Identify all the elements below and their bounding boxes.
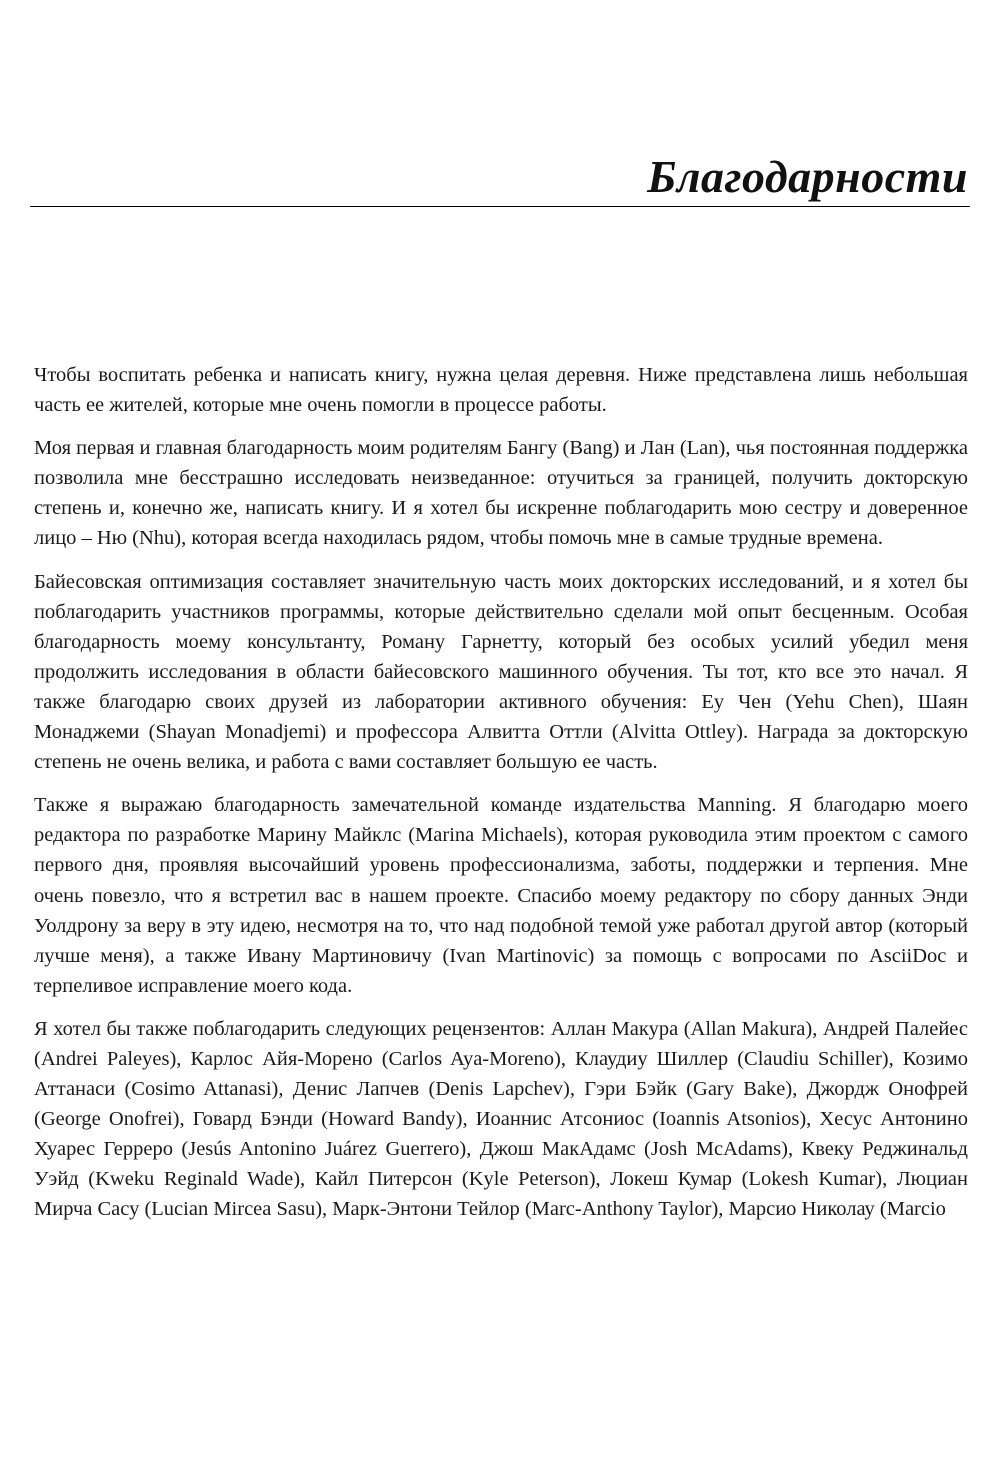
chapter-header bbox=[30, 140, 970, 207]
paragraph-manning-team: Также я выражаю благодарность замечательной команде издательства Manning. Я благодарю моего редактора по разработке Марину Майклс (Marina Michaels), которая руководила этим проектом с самого первого дня, проявляя высочайший уровень профессионализма, заботы, поддержки и терпения. Мне очень повезло, что я встретил вас в нашем проекте. Спасибо моему редактору по сбору данных Энди Уолдрону за веру в эту идею, несмотря на то, что над подобной темой уже работал другой автор (который лучше меня), а также Ивану Мартиновичу (Ivan Martinovic) за помощь с вопросами по AsciiDoc и терпеливое исправление моего кода. bbox=[34, 794, 968, 997]
paragraph-reviewers: Я хотел бы также поблагодарить следующих рецензентов: Аллан Макура (Allan Makura), Андрей Палейес (Andrei Paleyes), Карлос Айя-Морено (Carlos Aya-Moreno), Клаудиу Шиллер (Claudiu Schiller), Козимо Аттанаси (Cosimo Attanasi), Денис Лапчев (Denis Lapchev), Гэри Бэйк (Gary Bake), Джордж Онофрей (George Onofrei), Говард Бэнди (Howard Bandy), Иоаннис Атсониос (Ioannis Atsonios), Хесус Антонино Хуарес Герреро (Jesús Antonino Juárez Guerrero), Джош МакАдамс (Josh McAdams), Квеку Реджинальд Уэйд (Kweku Reginald Wade), Кайл Питерсон (Kyle Peterson), Локеш Кумар (Lokesh Kumar), Люциан Мирча Сасу (Lucian Mircea Sasu), Марк-Энтони Тейлор (Marc-Anthony Taylor), Марсио Николау (Marcio bbox=[34, 1017, 968, 1221]
paragraph-research: Байесовская оптимизация составляет значительную часть моих докторских исследований, и я хотел бы поблагодарить участников программы, которые действительно сделали мой опыт бесценным. Особая благодарность моему консультанту, Роману Гарнетту, который без особых усилий убедил меня продолжить исследования в области байесовского машинного обучения. Ты тот, кто все это начал. Я также благодарю своих друзей из лаборатории активного обучения: Еу Чен (Yehu Chen), Шаян Монаджеми (Shayan Monadjemi) и профессора Алвитта Оттли (Alvitta Ottley). Награда за докторскую степень не очень велика, и работа с вами составляет большую ее часть. bbox=[34, 570, 968, 774]
paragraph-intro: Чтобы воспитать ребенка и написать книгу, нужна целая деревня. Ниже представлена лишь небольшая часть ее жителей, которые мне очень помогли в процессе работы. bbox=[34, 364, 968, 417]
paragraph-parents: Моя первая и главная благодарность моим родителям Бангу (Bang) и Лан (Lan), чья постоянная поддержка позволила мне бесстрашно исследовать неизведанное: отучиться за границей, получить докторскую степень и, конечно же, написать книгу. И я хотел бы искренне поблагодарить мою сестру и доверенное лицо – Ню (Nhu), которая всегда находилась рядом, чтобы помочь мне в самые трудные времена. bbox=[34, 437, 968, 550]
chapter-title: Благодарности bbox=[647, 151, 968, 202]
body-text bbox=[34, 360, 968, 1238]
